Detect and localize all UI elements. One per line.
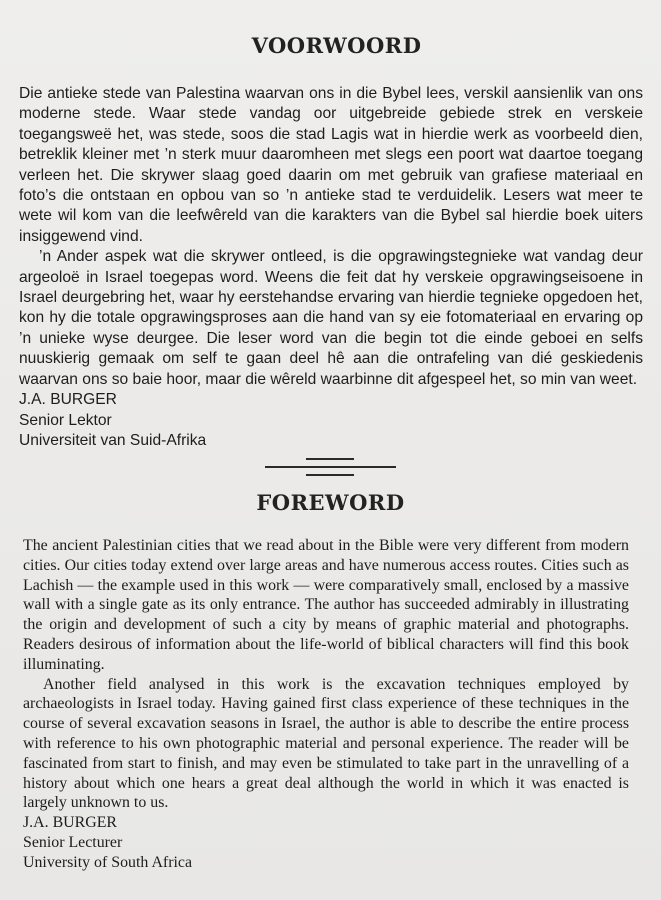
afrikaans-foreword bbox=[19, 84, 643, 451]
divider-short-line-top bbox=[306, 458, 354, 460]
divider-short-line-bottom bbox=[306, 474, 354, 476]
divider-main-line bbox=[265, 466, 396, 468]
afrikaans-signature-title: Senior Lektor bbox=[19, 411, 112, 429]
afrikaans-heading: VOORWOORD bbox=[251, 33, 422, 58]
afrikaans-paragraph-2: ’n Ander aspek wat die skrywer ontleed, is die opgrawingstegnieke wat vandag deur argeoloë in Israel toegepas word. Weens die feit dat hy verskeie opgrawingseisoene in Israel deurgebring het, waar hy eerstehandse ervaring van hierdie tegnieke opgedoen het, kon hy die totale opgrawingsproses aan die hand van sy eie fotomateriaal en ervaring op ’n unieke wyse deurgee. Die leser word van die begin tot die einde geboei en selfs nuuskierig gemaak om self te gaan deel hê aan die ontrafeling van dié geskiedenis waarvan ons so baie hoor, maar die wêreld waarbinne dit afgespeel het, so min van weet. bbox=[19, 248, 643, 388]
english-heading: FOREWORD bbox=[256, 490, 405, 515]
afrikaans-signature-institution: Universiteit van Suid-Afrika bbox=[19, 431, 207, 449]
section-divider bbox=[265, 456, 396, 474]
afrikaans-paragraph-1: Die antieke stede van Palestina waarvan ons in die Bybel lees, verskil aansienlik van ons moderne stede. Waar stede vandag oor uitgebreide gebiede strek en verskeie toegangsweë het, was stede, soos die stad Lagis wat in hierdie werk as voorbeeld dien, betreklik kleiner met ’n sterk muur daaromheen met slegs een poort wat daartoe toegang verleen het. Die skrywer slaag goed daarin om met gebruik van grafiese materiaal en foto’s die ontstaan en opbou van so ’n antieke stad te verduidelik. Lesers wat meer te wete wil kom van die leefwêreld van die karakters van die Bybel sal hierdie boek uiters insiggewend vind. bbox=[19, 85, 643, 245]
english-signature-institution: University of South Africa bbox=[23, 853, 193, 871]
english-signature-title: Senior Lecturer bbox=[23, 833, 123, 851]
english-paragraph-1: The ancient Palestinian cities that we read about in the Bible were very different from modern cities. Our cities today extend over large areas and have numerous access routes. Cities such as Lachish — the example used in this work — were comparatively small, enclosed by a massive wall with a single gate as its only entrance. The author has succeeded admirably in illustrating the origin and development of such a city by means of graphic material and photographs. Readers desirous of information about the life-world of biblical characters will find this book illuminating. bbox=[23, 537, 629, 673]
english-signature-name: J.A. BURGER bbox=[23, 814, 118, 832]
afrikaans-signature-name: J.A. BURGER bbox=[19, 391, 117, 409]
english-paragraph-2: Another field analysed in this work is the excavation techniques employed by archaeologists in Israel today. Having gained first class experience of these techniques in the course of several excavation seasons in Israel, the author is able to describe the entire process with reference to his own photographic material and personal experience. The reader will be fascinated from start to finish, and may even be stimulated to take part in the unravelling of a history about which one hears a great deal although the world in which it was enacted is largely unknown to us. bbox=[23, 675, 629, 812]
english-foreword bbox=[23, 536, 629, 873]
